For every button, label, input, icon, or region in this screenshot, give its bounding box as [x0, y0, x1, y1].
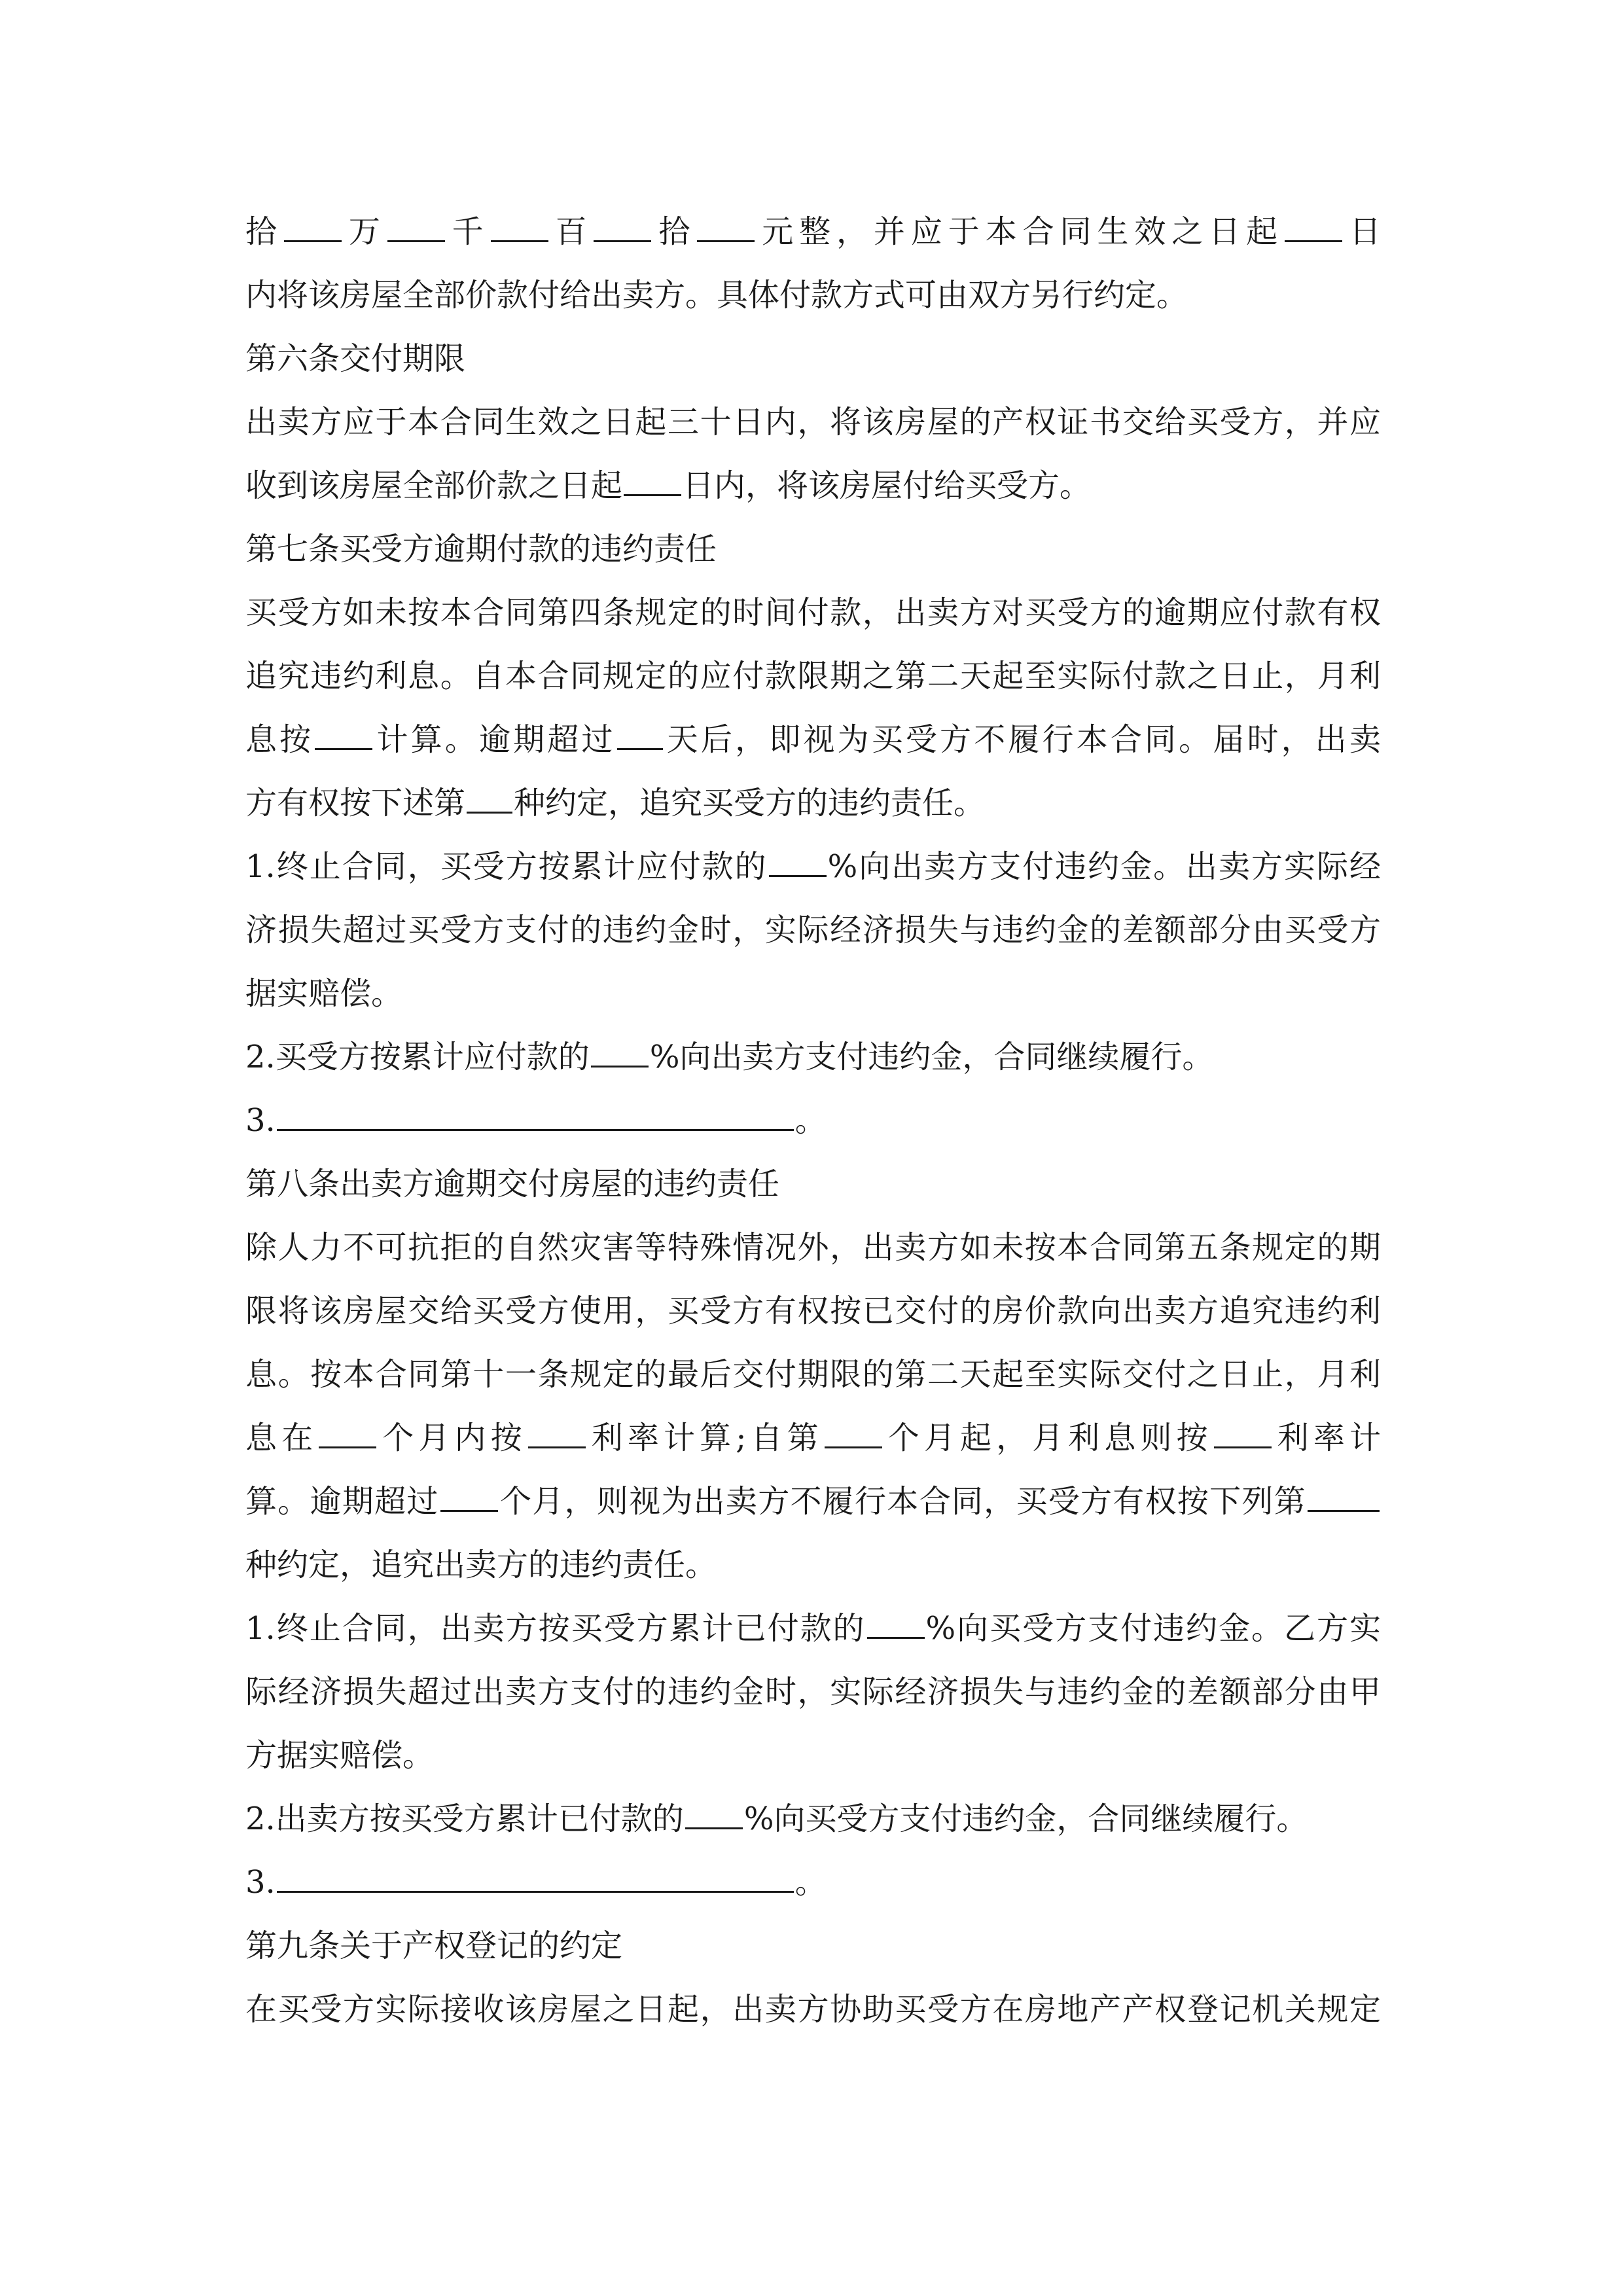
text-segment: 方有权按下述第 [245, 785, 466, 821]
text-segment: 。 [794, 1102, 827, 1139]
text-line [245, 1787, 1381, 1851]
text-segment: 天后，即视为买受方不履行本合同。届时，出卖 [664, 721, 1381, 758]
fill-blank [685, 1801, 743, 1829]
fill-blank [1214, 1420, 1272, 1448]
fill-blank [617, 722, 663, 750]
text-line [245, 454, 1381, 518]
text-segment: 个月内按 [378, 1420, 527, 1456]
text-segment: 2.买受方按累计应付款的 [245, 1039, 590, 1075]
text-segment: 日内，将该房屋付给买受方。 [683, 467, 1092, 504]
text-line: 济损失超过买受方支付的违约金时，实际经济损失与违约金的差额部分由买受方 [245, 912, 1381, 948]
text-segment: %向出卖方支付违约金。出卖方实际经 [827, 848, 1381, 885]
text-line [245, 1407, 1381, 1470]
fill-blank [1308, 1484, 1380, 1512]
text-segment: 2.出卖方按买受方累计已付款的 [245, 1801, 684, 1837]
text-segment: 3. [245, 1102, 276, 1139]
text-line [245, 708, 1381, 772]
text-segment: 百 [549, 213, 593, 250]
text-segment: 收到该房屋全部价款之日起 [245, 467, 623, 504]
text-line [245, 200, 1381, 264]
text-segment: 种约定，追究买受方的违约责任。 [514, 785, 986, 821]
fill-blank [825, 1420, 882, 1448]
text-segment: 算。逾期超过 [245, 1483, 439, 1520]
text-segment: 个月起，月利息则按 [883, 1420, 1213, 1456]
fill-blank [315, 722, 372, 750]
text-segment: 息在 [245, 1420, 318, 1456]
contract-body [245, 200, 1381, 2041]
text-segment: %向买受方支付违约金，合同继续履行。 [743, 1801, 1308, 1837]
text-segment: 拾 [652, 213, 696, 250]
fill-blank [624, 468, 681, 496]
text-line: 息。按本合同第十一条规定的最后交付期限的第二天起至实际交付之日止，月利 [245, 1356, 1381, 1393]
fill-blank [319, 1420, 376, 1448]
section-heading: 第八条出卖方逾期交付房屋的违约责任 [245, 1166, 780, 1202]
text-line: 出卖方应于本合同生效之日起三十日内，将该房屋的产权证书交给买受方，并应 [245, 404, 1381, 440]
text-segment: 。 [794, 1864, 827, 1901]
fill-blank [467, 785, 512, 814]
fill-blank [284, 214, 342, 242]
section-heading: 第六条交付期限 [245, 340, 466, 377]
fill-blank [867, 1611, 925, 1639]
text-line: 买受方如未按本合同第四条规定的时间付款，出卖方对买受方的逾期应付款有权 [245, 594, 1381, 631]
text-line [245, 1470, 1381, 1534]
text-line [245, 1851, 1381, 1914]
fill-blank [769, 849, 827, 877]
text-line: 方据实赔偿。 [245, 1737, 435, 1774]
text-line: 据实赔偿。 [245, 975, 403, 1012]
text-line: 除人力不可抗拒的自然灾害等特殊情况外，出卖方如未按本合同第五条规定的期 [245, 1229, 1381, 1266]
fill-blank [277, 1103, 794, 1131]
text-line [245, 1026, 1381, 1089]
text-segment: 千 [446, 213, 490, 250]
text-line [245, 1597, 1381, 1660]
text-line [245, 1089, 1381, 1153]
text-segment: 利率计 [1272, 1420, 1381, 1456]
text-segment: 息按 [245, 721, 314, 758]
section-heading: 第九条关于产权登记的约定 [245, 1928, 623, 1964]
text-line: 际经济损失超过出卖方支付的违约金时，实际经济损失与违约金的差额部分由甲 [245, 1674, 1381, 1710]
text-line: 种约定，追究出卖方的违约责任。 [245, 1547, 717, 1583]
text-segment: 万 [342, 213, 386, 250]
text-line: 追究违约利息。自本合同规定的应付款限期之第二天起至实际付款之日止，月利 [245, 658, 1381, 694]
text-segment: 拾 [245, 213, 283, 250]
text-segment: 利率计算;自第 [586, 1420, 823, 1456]
fill-blank [591, 1039, 649, 1067]
text-line: 内将该房屋全部价款付给出卖方。具体付款方式可由双方另行约定。 [245, 277, 1188, 314]
text-segment: %向买受方支付违约金。乙方实 [925, 1610, 1381, 1647]
text-segment: 日 [1344, 213, 1381, 250]
text-segment: 个月，则视为出卖方不履行本合同，买受方有权按下列第 [499, 1483, 1306, 1520]
text-segment: 计算。逾期超过 [374, 721, 616, 758]
fill-blank [491, 214, 548, 242]
fill-blank [528, 1420, 586, 1448]
fill-blank [440, 1484, 498, 1512]
text-line [245, 835, 1381, 899]
text-segment: 元整，并应于本合同生效之日起 [756, 213, 1284, 250]
section-heading: 第七条买受方逾期付款的违约责任 [245, 531, 717, 567]
fill-blank [697, 214, 755, 242]
text-segment: 1.终止合同，出卖方按买受方累计已付款的 [245, 1610, 866, 1647]
fill-blank [594, 214, 651, 242]
fill-blank [1285, 214, 1342, 242]
text-line [245, 772, 1381, 835]
text-segment: %向出卖方支付违约金，合同继续履行。 [649, 1039, 1214, 1075]
fill-blank [387, 214, 445, 242]
text-segment: 1.终止合同，买受方按累计应付款的 [245, 848, 768, 885]
text-line: 限将该房屋交给买受方使用，买受方有权按已交付的房价款向出卖方追究违约利 [245, 1293, 1381, 1329]
text-segment: 3. [245, 1864, 276, 1901]
fill-blank [277, 1865, 794, 1893]
text-line: 在买受方实际接收该房屋之日起，出卖方协助买受方在房地产产权登记机关规定 [245, 1991, 1381, 2028]
